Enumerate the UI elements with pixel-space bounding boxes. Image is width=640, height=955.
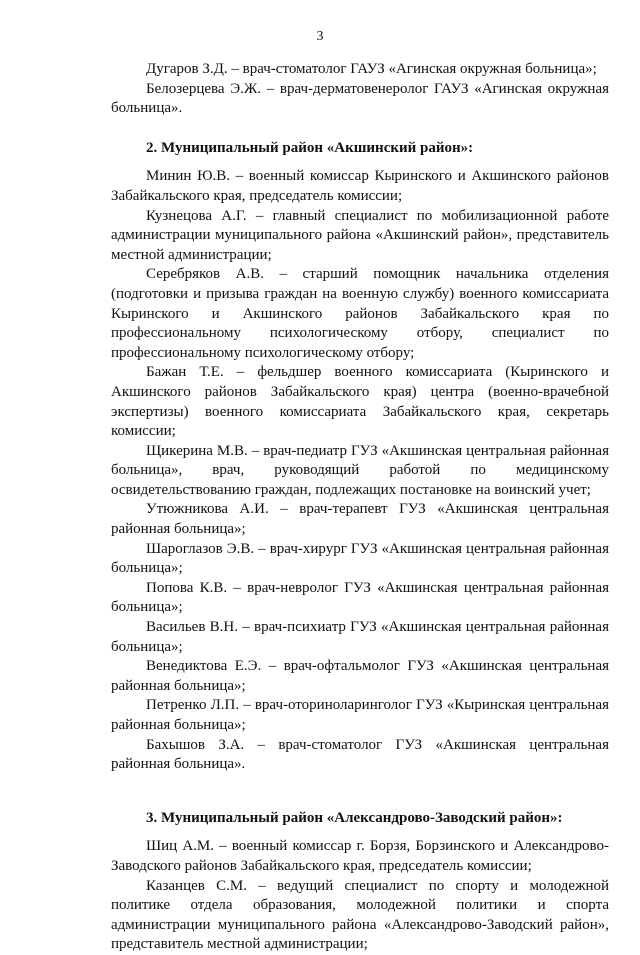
intro-paragraph-dugarov: Дугаров З.Д. – врач-стоматолог ГАУЗ «Агинская окружная больница»; <box>146 61 597 77</box>
member-venediktova: Венедиктова Е.Э. – врач-офтальмолог ГУЗ «Акшинская центральная районная больница»; <box>111 658 609 694</box>
member-popova: Попова К.В. – врач-невролог ГУЗ «Акшинская центральная районная больница»; <box>111 579 609 616</box>
section-3-members <box>111 837 609 955</box>
member-vasiliev: Васильев В.Н. – врач-психиатр ГУЗ «Акшинская центральная районная больница»; <box>111 619 609 655</box>
member-shits: Шиц А.М. – военный комиссар г. Борзя, Борзинского и Александрово-Заводского районов Забайкальского края, председатель комиссии; <box>111 838 609 874</box>
page-number: 3 <box>316 29 324 44</box>
member-shchikerina: Щикерина М.В. – врач-педиатр ГУЗ «Акшинская центральная районная больница», врач, руководящий работой по медицинскому освидетельствованию граждан, подлежащих постановке на воинский учет; <box>111 442 609 498</box>
section-2-members <box>111 167 609 774</box>
member-bakhyshov: Бахышов З.А. – врач-стоматолог ГУЗ «Акшинская центральная районная больница». <box>111 736 609 773</box>
intro-paragraph-belozertseva: Белозерцева Э.Ж. – врач-дерматовенеролог ГАУЗ «Агинская окружная больница». <box>111 80 609 117</box>
member-minin: Минин Ю.В. – военный комиссар Кыринского и Акшинского районов Забайкальского края, председатель комиссии; <box>111 168 609 204</box>
member-utyuzhnikova: Утюжникова А.И. – врач-терапевт ГУЗ «Акшинская центральная районная больница»; <box>111 501 609 538</box>
member-kazantsev: Казанцев С.М. – ведущий специалист по спорту и молодежной политике отдела образования, молодежной политики и спорта администрации муниципального района «Александрово-Заводский район», представитель местной администрации; <box>111 877 609 953</box>
member-petrenko: Петренко Л.П. – врач-оториноларинголог ГУЗ «Кыринская центральная районная больница»; <box>111 697 609 733</box>
member-bazhan: Бажан Т.Е. – фельдшер военного комиссариата (Кыринского и Акшинского районов Забайкальского края) центра (военно-врачебной экспертизы) военного комиссариата Забайкальского края, секретарь комиссии; <box>111 364 609 440</box>
member-serebryakov: Серебряков А.В. – старший помощник начальника отделения (подготовки и призыва граждан на военную службу) военного комиссариата Кыринского и Акшинского районов Забайкальского края по профессиональному психологическому отбору, специалист по профессиональному психологическому отбору; <box>111 266 609 361</box>
document-body <box>111 60 609 955</box>
section-3-heading: 3. Муниципальный район «Александрово-Заводский район»: <box>146 809 563 826</box>
member-kuznetsova: Кузнецова А.Г. – главный специалист по мобилизационной работе администрации муниципального района «Акшинский район», представитель местной администрации; <box>111 207 609 263</box>
section-2-heading: 2. Муниципальный район «Акшинский район»: <box>146 139 474 156</box>
member-sharoglazov: Шароглазов Э.В. – врач-хирург ГУЗ «Акшинская центральная районная больница»; <box>111 540 609 577</box>
